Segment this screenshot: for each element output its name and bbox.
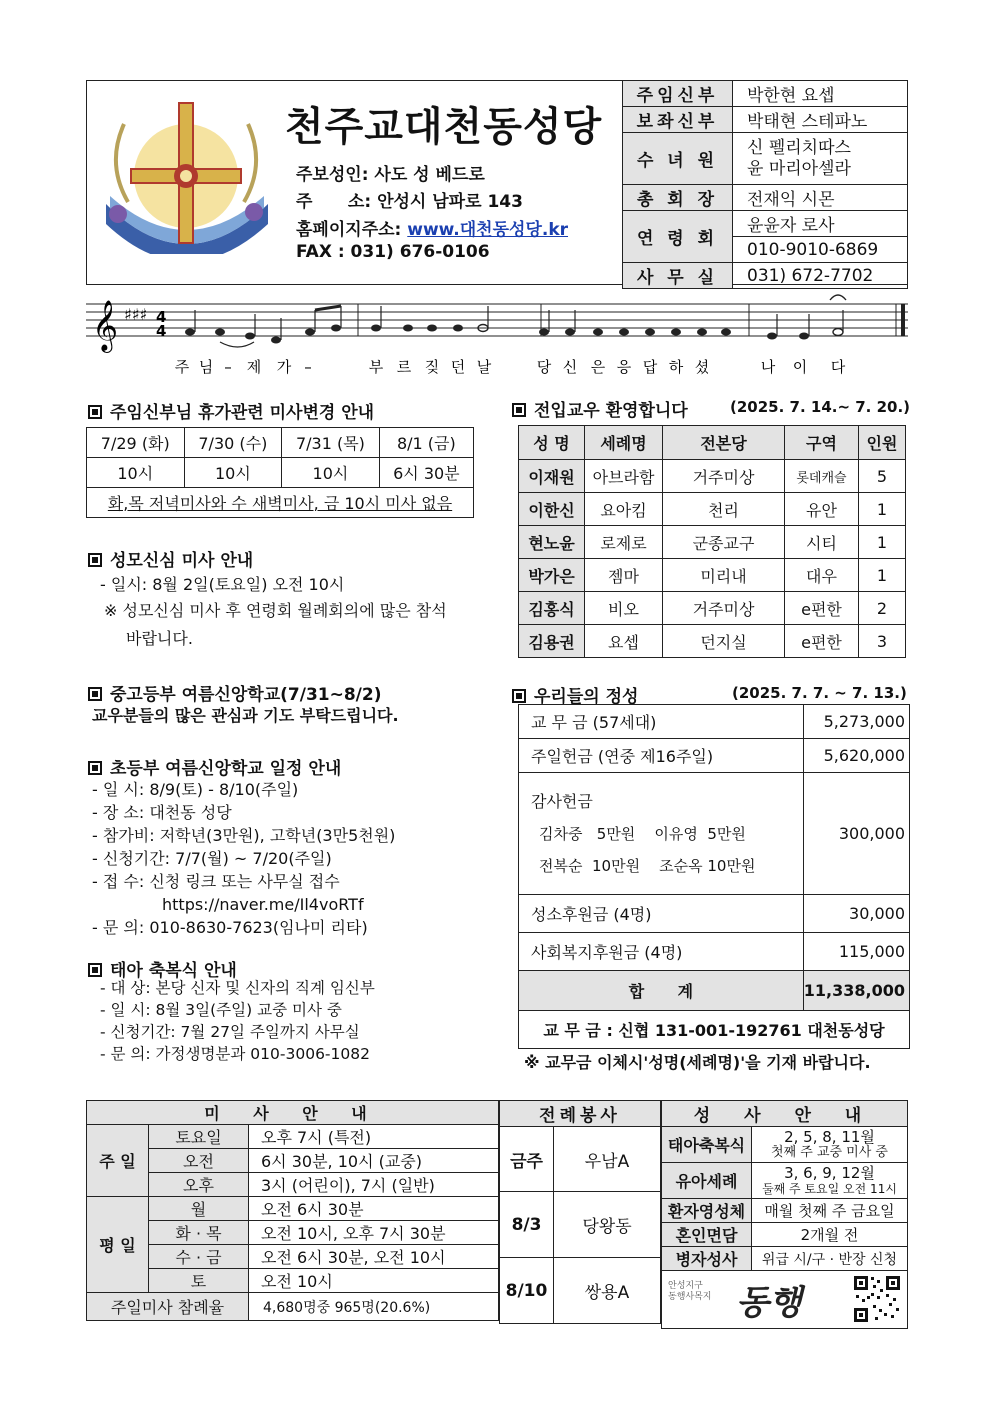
square-bullet-icon <box>512 403 526 417</box>
table-row <box>623 263 908 289</box>
youth-title <box>88 680 381 705</box>
table-row <box>519 493 906 526</box>
sacrament-key: 병자성사 <box>662 1247 752 1271</box>
marian-line: - 일시: 8월 2일(토요일) 오전 10시 <box>100 575 345 594</box>
time-cell: 6시 30분 <box>379 458 473 488</box>
date-cell: 7/29 (화) <box>87 428 185 458</box>
list-item: - 장 소: 대천동 성당 <box>92 803 232 822</box>
table-header-row <box>500 1101 661 1127</box>
lyric-syllable: 답 <box>642 358 658 376</box>
staff-value: 박한현 요셉 <box>733 81 908 107</box>
previous-parish: 거주미상 <box>663 460 785 493</box>
table-row <box>519 1011 910 1049</box>
service-date: 8/10 <box>500 1258 554 1324</box>
table-row <box>500 1127 661 1192</box>
square-bullet-icon <box>88 405 102 419</box>
table-row <box>662 1223 908 1247</box>
newcomers-period: (2025. 7. 14.~ 7. 20.) <box>730 398 911 416</box>
baptismal-name: 비오 <box>585 592 663 625</box>
household-count: 1 <box>859 526 906 559</box>
sunday-group: 주 일 <box>87 1125 149 1197</box>
table-row <box>662 1247 908 1271</box>
list-item: - 참가비: 저학년(3만원), 고학년(3만5천원) <box>92 826 396 845</box>
mass-day: 월 <box>149 1197 249 1221</box>
staff-key: 총 회 장 <box>623 185 733 211</box>
lyric-syllable: 당 <box>536 358 552 376</box>
member-name: 김홍식 <box>519 592 585 625</box>
attendance-value: 4,680명중 965명(20.6%) <box>249 1293 499 1321</box>
thanks-line: 김차중 5만원 이유영 5만원 <box>539 824 746 843</box>
youth-line: 교우분들의 많은 관심과 기도 부탁드립니다. <box>92 706 399 725</box>
dues-label-text: 교 무 금 <box>531 713 588 732</box>
table-row <box>87 428 474 458</box>
table-row <box>519 895 910 933</box>
sunday-amount: 5,620,000 <box>803 739 909 773</box>
fetal-title-text: 태아 축복식 안내 <box>110 961 237 981</box>
table-row <box>623 133 908 185</box>
mass-day: 오전 <box>149 1149 249 1173</box>
mass-time: 6시 30분, 10시 (교중) <box>249 1149 499 1173</box>
treble-clef-icon: 𝄞 <box>92 300 119 351</box>
attendance-label: 주일미사 참례율 <box>87 1293 249 1321</box>
vocation-amount: 30,000 <box>803 895 909 933</box>
parish-title: 천주교대천동성당 <box>285 104 603 150</box>
mass-time: 3시 (어린이), 7시 (일반) <box>249 1173 499 1197</box>
lyric-syllable: 이 <box>792 358 808 376</box>
lyric-syllable: 짖 <box>424 358 440 376</box>
vacation-note: 화,목 저녁미사와 수 새벽미사, 금 10시 미사 없음 <box>87 488 474 518</box>
mass-time: 오후 7시 (특전) <box>249 1125 499 1149</box>
table-row <box>87 488 474 518</box>
marian-title-text: 성모신심 미사 안내 <box>110 551 254 571</box>
offerings-table <box>518 704 910 1049</box>
table-row <box>519 705 910 739</box>
staff-table <box>622 80 908 289</box>
table-row <box>87 458 474 488</box>
account-info: 교 무 금 : 신협 131-001-192761 대천동성당 <box>519 1011 910 1049</box>
household-count: 2 <box>859 592 906 625</box>
staff-key: 수 녀 원 <box>623 133 733 185</box>
table-header-row <box>519 426 906 460</box>
table-row <box>519 773 910 895</box>
staff-key: 보좌신부 <box>623 107 733 133</box>
lyrics-row <box>175 358 846 376</box>
table-row <box>500 1192 661 1258</box>
household-count: 1 <box>859 559 906 592</box>
mass-time: 오전 10시, 오후 7시 30분 <box>249 1221 499 1245</box>
homepage-line <box>296 215 568 240</box>
table-row <box>87 1149 499 1173</box>
list-item: - 문 의: 010-8630-7623(임나미 리타) <box>92 918 368 937</box>
offerings-period: (2025. 7. 7. ~ 7. 13.) <box>732 684 907 702</box>
household-count: 5 <box>859 460 906 493</box>
table-row <box>623 211 908 237</box>
lyric-syllable: 응 <box>616 358 632 376</box>
total-label: 합 계 <box>519 971 804 1011</box>
staff-value <box>733 133 908 185</box>
welfare-label <box>519 933 804 971</box>
household-count: 1 <box>859 493 906 526</box>
sacrament-value <box>752 1163 908 1199</box>
nun-2: 윤 마리아셀라 <box>747 158 851 179</box>
table-row <box>519 739 910 773</box>
square-bullet-icon <box>512 689 526 703</box>
dues-label <box>519 705 804 739</box>
previous-parish: 군종교구 <box>663 526 785 559</box>
time-cell: 10시 <box>87 458 185 488</box>
mass-time: 오전 6시 30분 <box>249 1197 499 1221</box>
list-item: - 일 시: 8월 3일(주일) 교중 미사 중 <box>100 1001 342 1019</box>
lyric-syllable: 제 <box>246 358 262 376</box>
sacrament-key: 태아축복식 <box>662 1127 752 1163</box>
table-row <box>87 1221 499 1245</box>
list-item: - 접 수: 신청 링크 또는 사무실 접수 <box>92 872 340 891</box>
newcomers-title <box>512 396 688 421</box>
lyric-syllable: 르 <box>396 358 412 376</box>
lyric-syllable: 하 <box>668 358 684 376</box>
signup-link[interactable]: https://naver.me/Il4voRTf <box>162 895 364 914</box>
lyric-syllable: 님 <box>198 358 214 376</box>
table-row <box>87 1245 499 1269</box>
table-row <box>87 1197 499 1221</box>
table-row <box>87 1293 499 1321</box>
music-staff <box>86 292 908 382</box>
lyric-syllable: 부 <box>368 358 384 376</box>
newcomers-table <box>518 425 906 658</box>
children-title-text: 초등부 여름신앙학교 일정 안내 <box>110 759 342 779</box>
service-group: 쌍용A <box>554 1258 661 1324</box>
vacation-title-text: 주임신부님 휴가관련 미사변경 안내 <box>110 403 375 423</box>
table-row <box>519 460 906 493</box>
thanks-cell <box>519 773 804 895</box>
table-row <box>519 933 910 971</box>
date-cell: 7/31 (목) <box>282 428 380 458</box>
lyric-syllable: 신 <box>562 358 578 376</box>
column-header: 인원 <box>859 426 906 460</box>
sacrament-detail: 둘째 주 토요일 오전 11시 <box>762 1181 897 1196</box>
table-row <box>623 185 908 211</box>
sacrament-value: 위급 시/구 · 반장 신청 <box>752 1247 908 1271</box>
thanks-line: 전복순 10만원 조순옥 10만원 <box>539 856 756 875</box>
vacation-table <box>86 427 474 518</box>
table-row <box>87 1173 499 1197</box>
table-row <box>662 1127 908 1163</box>
address-value: 안성시 남파로 143 <box>377 192 523 212</box>
staff-value: 윤윤자 로사 <box>733 211 908 237</box>
column-header: 세례명 <box>585 426 663 460</box>
sacrament-key: 유아세례 <box>662 1163 752 1199</box>
column-header: 구역 <box>785 426 859 460</box>
district: 유안 <box>785 493 859 526</box>
date-cell: 8/1 (금) <box>379 428 473 458</box>
sacraments-title: 성 사 안 내 <box>662 1101 908 1127</box>
homepage-label: 홈페이지주소: <box>296 220 402 240</box>
previous-parish: 천리 <box>663 493 785 526</box>
sunday-sub: (연중 제16주일) <box>597 747 714 766</box>
square-bullet-icon <box>88 963 102 977</box>
mass-schedule-table <box>86 1100 499 1321</box>
previous-parish: 던지실 <box>663 625 785 658</box>
mass-time: 오전 6시 30분, 오전 10시 <box>249 1245 499 1269</box>
date-cell: 7/30 (수) <box>184 428 282 458</box>
table-row <box>662 1163 908 1199</box>
staff-key: 사 무 실 <box>623 263 733 289</box>
table-row <box>519 526 906 559</box>
mass-title: 미 사 안 내 <box>87 1101 499 1125</box>
sacrament-detail: 첫째 주 교중 미사 중 <box>771 1144 888 1160</box>
service-date: 8/3 <box>500 1192 554 1258</box>
list-item: - 문 의: 가정생명분과 010-3006-1082 <box>100 1045 370 1063</box>
table-row <box>662 1271 908 1329</box>
lyric-syllable: 던 <box>450 358 466 376</box>
sacrament-value: 2개월 전 <box>752 1223 908 1247</box>
svg-text:♯♯♯: ♯♯♯ <box>124 305 148 324</box>
sunday-label-text: 주일헌금 <box>531 747 593 766</box>
lyric-syllable: 날 <box>476 358 492 376</box>
lyric-syllable: 다 <box>830 358 846 376</box>
mass-day: 오후 <box>149 1173 249 1197</box>
lyric-syllable: – <box>224 358 232 376</box>
district: e편한 <box>785 625 859 658</box>
lyric-syllable: 나 <box>760 358 776 376</box>
companion-logo-text <box>668 1281 711 1303</box>
time-cell: 10시 <box>184 458 282 488</box>
address-label: 주 소: <box>296 192 372 212</box>
member-name: 이한신 <box>519 493 585 526</box>
mass-day: 토 <box>149 1269 249 1293</box>
table-row <box>87 1125 499 1149</box>
dues-sub: (57세대) <box>592 713 657 732</box>
sacrament-key: 환자영성체 <box>662 1199 752 1223</box>
parish-logo-icon <box>96 84 276 254</box>
service-group: 당왕동 <box>554 1192 661 1258</box>
table-row <box>87 1269 499 1293</box>
staff-value: 박태현 스테파노 <box>733 107 908 133</box>
companion-logo: 동행 <box>736 1283 802 1323</box>
member-name: 이재원 <box>519 460 585 493</box>
newcomers-title-text: 전입교우 환영합니다 <box>534 401 688 421</box>
member-name: 김용권 <box>519 625 585 658</box>
dues-amount: 5,273,000 <box>803 705 909 739</box>
table-row <box>519 559 906 592</box>
member-name: 현노윤 <box>519 526 585 559</box>
column-header: 성 명 <box>519 426 585 460</box>
district: 롯데캐슬 <box>785 460 859 493</box>
service-date: 금주 <box>500 1127 554 1192</box>
sacrament-months: 3, 6, 9, 12월 <box>784 1163 875 1182</box>
square-bullet-icon <box>88 687 102 701</box>
sacrament-value: 매월 첫째 주 금요일 <box>752 1199 908 1223</box>
children-lines <box>92 778 395 939</box>
district: 대우 <box>785 559 859 592</box>
fetal-lines <box>100 977 375 1065</box>
mass-day: 화 · 목 <box>149 1221 249 1245</box>
list-item: - 신청기간: 7월 27일 주일까지 사무실 <box>100 1023 360 1041</box>
sacraments-table <box>661 1100 908 1329</box>
svg-text:4: 4 <box>156 322 167 340</box>
district: 시티 <box>785 526 859 559</box>
member-name: 박가은 <box>519 559 585 592</box>
thanks-label: 감사헌금 <box>531 791 593 811</box>
table-row <box>519 592 906 625</box>
weekday-group: 평 일 <box>87 1197 149 1293</box>
total-amount: 11,338,000 <box>803 971 909 1011</box>
welfare-sub: (4명) <box>644 943 683 962</box>
table-row <box>623 107 908 133</box>
vocation-sub: (4명) <box>613 905 652 924</box>
youth-title-text: 중고등부 여름신앙학교(7/31~8/2) <box>110 685 382 705</box>
vocation-label <box>519 895 804 933</box>
sacrament-value <box>752 1127 908 1163</box>
welfare-amount: 115,000 <box>803 933 909 971</box>
baptismal-name: 요셉 <box>585 625 663 658</box>
baptismal-name: 젬마 <box>585 559 663 592</box>
companion-logo-cell <box>662 1271 908 1329</box>
time-cell: 10시 <box>282 458 380 488</box>
district: e편한 <box>785 592 859 625</box>
table-row <box>500 1258 661 1324</box>
baptismal-name: 로제로 <box>585 526 663 559</box>
homepage-link[interactable]: www.대천동성당.kr <box>407 220 569 240</box>
children-title <box>88 754 341 779</box>
table-row <box>623 81 908 107</box>
list-item: - 대 상: 본당 신자 및 신자의 직계 임신부 <box>100 979 375 997</box>
table-header-row <box>87 1101 499 1125</box>
nun-1: 신 펠리치따스 <box>747 137 851 158</box>
qr-code-icon[interactable] <box>853 1275 901 1323</box>
previous-parish: 거주미상 <box>663 592 785 625</box>
lyric-syllable: 주 <box>174 358 190 376</box>
lyric-syllable: – <box>304 358 312 376</box>
offerings-title-text: 우리들의 정성 <box>534 687 639 707</box>
logo-text-1: 안성지구 <box>668 1281 703 1291</box>
mass-day: 토요일 <box>149 1125 249 1149</box>
account-note: ※ 교무금 이체시'성명(세례명)'을 기재 바랍니다. <box>524 1053 871 1072</box>
lyric-syllable: 은 <box>590 358 606 376</box>
lyric-syllable: 셨 <box>694 358 710 376</box>
staff-phone: 010-9010-6869 <box>733 237 908 263</box>
address-line <box>296 187 523 212</box>
baptismal-name: 아브라함 <box>585 460 663 493</box>
lyric-syllable: 가 <box>276 358 292 376</box>
marian-line: 바랍니다. <box>126 629 193 648</box>
table-row <box>519 625 906 658</box>
patron-saint: 주보성인: 사도 성 베드로 <box>296 165 485 185</box>
column-header: 전본당 <box>663 426 785 460</box>
vocation-label-text: 성소후원금 <box>531 905 609 924</box>
logo-text-2: 동행사목지 <box>668 1292 712 1302</box>
staff-key: 연 령 회 <box>623 211 733 263</box>
table-row <box>662 1199 908 1223</box>
sacrament-months: 2, 5, 8, 11월 <box>784 1127 875 1146</box>
staff-value: 전재익 시몬 <box>733 185 908 211</box>
sacrament-key: 혼인면담 <box>662 1223 752 1247</box>
marian-line: ※ 성모신심 미사 후 연령회 월례회의에 많은 참석 <box>104 601 447 620</box>
fax-line: FAX : 031) 676-0106 <box>296 242 490 262</box>
thanks-amount: 300,000 <box>803 773 909 895</box>
table-row <box>519 971 910 1011</box>
svg-text:4: 4 <box>156 308 167 326</box>
service-group: 우남A <box>554 1127 661 1192</box>
altar-title: 전례봉사 <box>500 1101 661 1127</box>
square-bullet-icon <box>88 761 102 775</box>
household-count: 3 <box>859 625 906 658</box>
list-item: - 신청기간: 7/7(월) ~ 7/20(주일) <box>92 849 332 868</box>
square-bullet-icon <box>88 553 102 567</box>
baptismal-name: 요아킴 <box>585 493 663 526</box>
staff-value: 031) 672-7702 <box>733 263 908 289</box>
mass-day: 수 · 금 <box>149 1245 249 1269</box>
altar-service-table <box>499 1100 661 1324</box>
sunday-label <box>519 739 804 773</box>
list-item: - 일 시: 8/9(토) - 8/10(주일) <box>92 780 299 799</box>
previous-parish: 미리내 <box>663 559 785 592</box>
staff-key: 주임신부 <box>623 81 733 107</box>
mass-time: 오전 10시 <box>249 1269 499 1293</box>
marian-title <box>88 546 253 571</box>
vacation-title <box>88 398 374 423</box>
welfare-label-text: 사회복지후원금 <box>531 943 640 962</box>
table-header-row <box>662 1101 908 1127</box>
